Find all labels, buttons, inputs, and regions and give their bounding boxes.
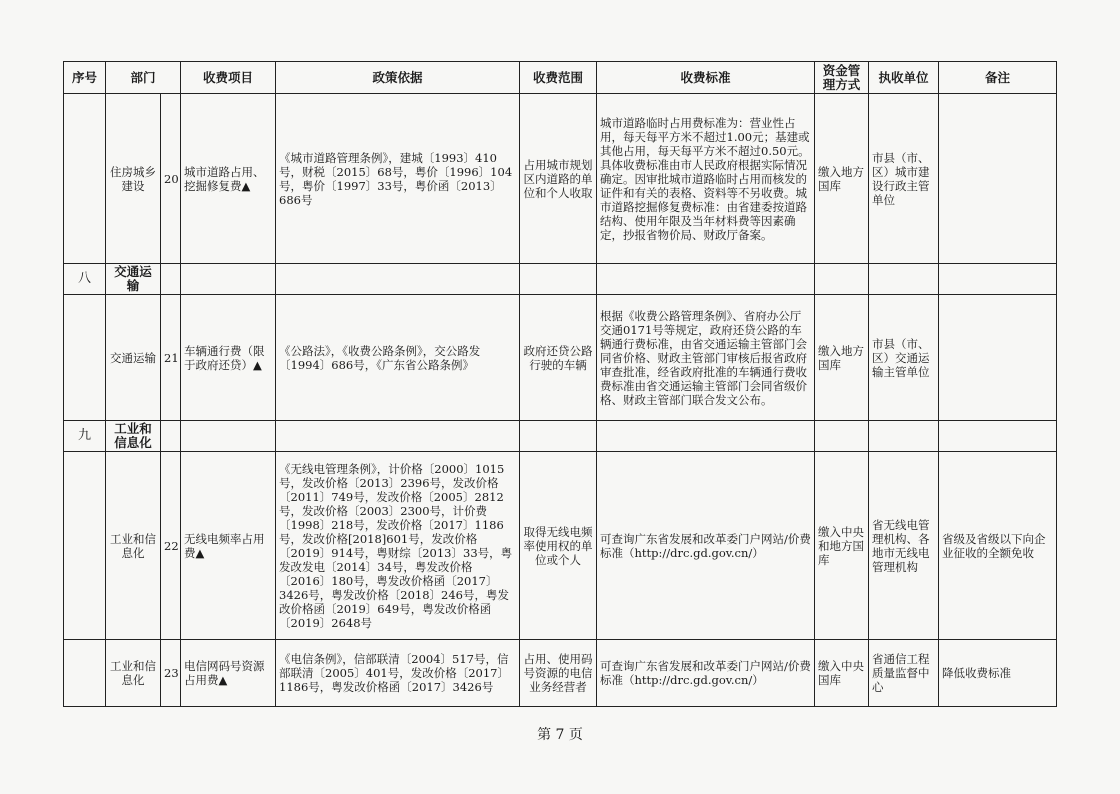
header-collecting-unit: 执收单位 bbox=[869, 62, 939, 94]
remarks-cell: 省级及省级以下向企业征收的全额免收 bbox=[939, 452, 1057, 640]
header-scope: 收费范围 bbox=[520, 62, 597, 94]
fee-item-cell: 无线电频率占用费▲ bbox=[181, 452, 276, 640]
department-cell: 工业和信息化 bbox=[106, 640, 161, 707]
standard-cell: 根据《收费公路管理条例》、省府办公厅交通0171号等规定，政府还贷公路的车辆通行费标准，由省交通运输主管部门会同省价格、财政主管部门审核后报省政府审查批准，经省政府批准的车辆通行费收费标准由省交通运输主管部门会同省级价格、财政主管部门联合发文公布。 bbox=[597, 295, 815, 421]
collecting-unit-cell: 市县（市、区）城市建设行政主管单位 bbox=[869, 94, 939, 264]
table-row bbox=[64, 94, 1057, 264]
row-index-cell bbox=[64, 295, 106, 421]
header-standard: 收费标准 bbox=[597, 62, 815, 94]
fund-cell: 缴入地方国库 bbox=[815, 295, 869, 421]
section-row bbox=[64, 264, 1057, 295]
standard-cell: 可查询广东省发展和改革委门户网站/价费标准（http://drc.gd.gov.cn/） bbox=[597, 640, 815, 707]
scope-cell: 占用、使用码号资源的电信业务经营者 bbox=[520, 640, 597, 707]
scope-cell: 政府还贷公路行驶的车辆 bbox=[520, 295, 597, 421]
policy-cell: 《公路法》，《收费公路条例》，交公路发〔1994〕686号，《广东省公路条例》 bbox=[276, 295, 520, 421]
header-fee-item: 收费项目 bbox=[181, 62, 276, 94]
table-header-row bbox=[64, 62, 1057, 94]
section-title: 交通运输 bbox=[106, 264, 161, 295]
department-cell: 交通运输 bbox=[106, 295, 161, 421]
fee-item-cell: 电信网码号资源占用费▲ bbox=[181, 640, 276, 707]
remarks-cell bbox=[939, 295, 1057, 421]
standard-cell: 城市道路临时占用费标准为：营业性占用，每天每平方米不超过1.00元；基建或其他占用，每天每平方米不超过0.50元。具体收费标准由市人民政府根据实际情况确定。因审批城市道路临时占用而核发的证件和有关的表格、资料等不另收费。城市道路挖掘修复费标准：由省建委按道路结构、使用年限及当年材料费等因素确定，抄报省物价局、财政厅备案。 bbox=[597, 94, 815, 264]
item-number-cell: 22 bbox=[161, 452, 181, 640]
header-remarks: 备注 bbox=[939, 62, 1057, 94]
policy-cell: 《无线电管理条例》，计价格〔2000〕1015号，发改价格〔2013〕2396号，发改价格〔2011〕749号，发改价格〔2005〕2812号，发改价格〔2003〕2300号，计价费〔1998〕218号，发改价格〔2017〕1186号，发改价格[2018]601号，发改价格〔2019〕914号，粤财综〔2013〕33号，粤发改发电〔2014〕34号，粤发改价格〔2016〕180号，粤发改价格函〔2017〕3426号，粤发改价格〔2018〕246号，粤发改价格函〔2019〕649号，粤发改价格函〔2019〕2648号 bbox=[276, 452, 520, 640]
collecting-unit-cell: 市县（市、区）交通运输主管单位 bbox=[869, 295, 939, 421]
scope-cell: 占用城市规划区内道路的单位和个人收取 bbox=[520, 94, 597, 264]
standard-cell: 可查询广东省发展和改革委门户网站/价费标准（http://drc.gd.gov.cn/） bbox=[597, 452, 815, 640]
section-number: 九 bbox=[64, 421, 106, 452]
policy-cell: 《城市道路管理条例》，建城〔1993〕410号，财税〔2015〕68号，粤价〔1996〕104号，粤价〔1997〕33号，粤价函〔2013〕686号 bbox=[276, 94, 520, 264]
fee-item-cell: 车辆通行费（限于政府还贷）▲ bbox=[181, 295, 276, 421]
scope-cell: 取得无线电频率使用权的单位或个人 bbox=[520, 452, 597, 640]
page-number: 第 7 页 bbox=[537, 727, 583, 743]
fund-cell: 缴入中央和地方国库 bbox=[815, 452, 869, 640]
table-row bbox=[64, 295, 1057, 421]
remarks-cell bbox=[939, 94, 1057, 264]
section-title: 工业和信息化 bbox=[106, 421, 161, 452]
item-number-cell: 23 bbox=[161, 640, 181, 707]
department-cell: 住房城乡建设 bbox=[106, 94, 161, 264]
fee-table bbox=[63, 61, 1057, 707]
header-policy: 政策依据 bbox=[276, 62, 520, 94]
section-row bbox=[64, 421, 1057, 452]
header-fund-management: 资金管理方式 bbox=[815, 62, 869, 94]
section-number: 八 bbox=[64, 264, 106, 295]
item-number-cell: 21 bbox=[161, 295, 181, 421]
remarks-cell: 降低收费标准 bbox=[939, 640, 1057, 707]
row-index-cell bbox=[64, 640, 106, 707]
collecting-unit-cell: 省通信工程质量监督中心 bbox=[869, 640, 939, 707]
table-row bbox=[64, 640, 1057, 707]
policy-cell: 《电信条例》，信部联清〔2004〕517号，信部联清〔2005〕401号，发改价格〔2017〕1186号，粤发改价格函〔2017〕3426号 bbox=[276, 640, 520, 707]
row-index-cell bbox=[64, 94, 106, 264]
header-index: 序号 bbox=[64, 62, 106, 94]
collecting-unit-cell: 省无线电管理机构、各地市无线电管理机构 bbox=[869, 452, 939, 640]
header-department: 部门 bbox=[106, 62, 181, 94]
table-row bbox=[64, 452, 1057, 640]
fund-cell: 缴入中央国库 bbox=[815, 640, 869, 707]
department-cell: 工业和信息化 bbox=[106, 452, 161, 640]
row-index-cell bbox=[64, 452, 106, 640]
item-number-cell: 20 bbox=[161, 94, 181, 264]
fund-cell: 缴入地方国库 bbox=[815, 94, 869, 264]
fee-item-cell: 城市道路占用、挖掘修复费▲ bbox=[181, 94, 276, 264]
